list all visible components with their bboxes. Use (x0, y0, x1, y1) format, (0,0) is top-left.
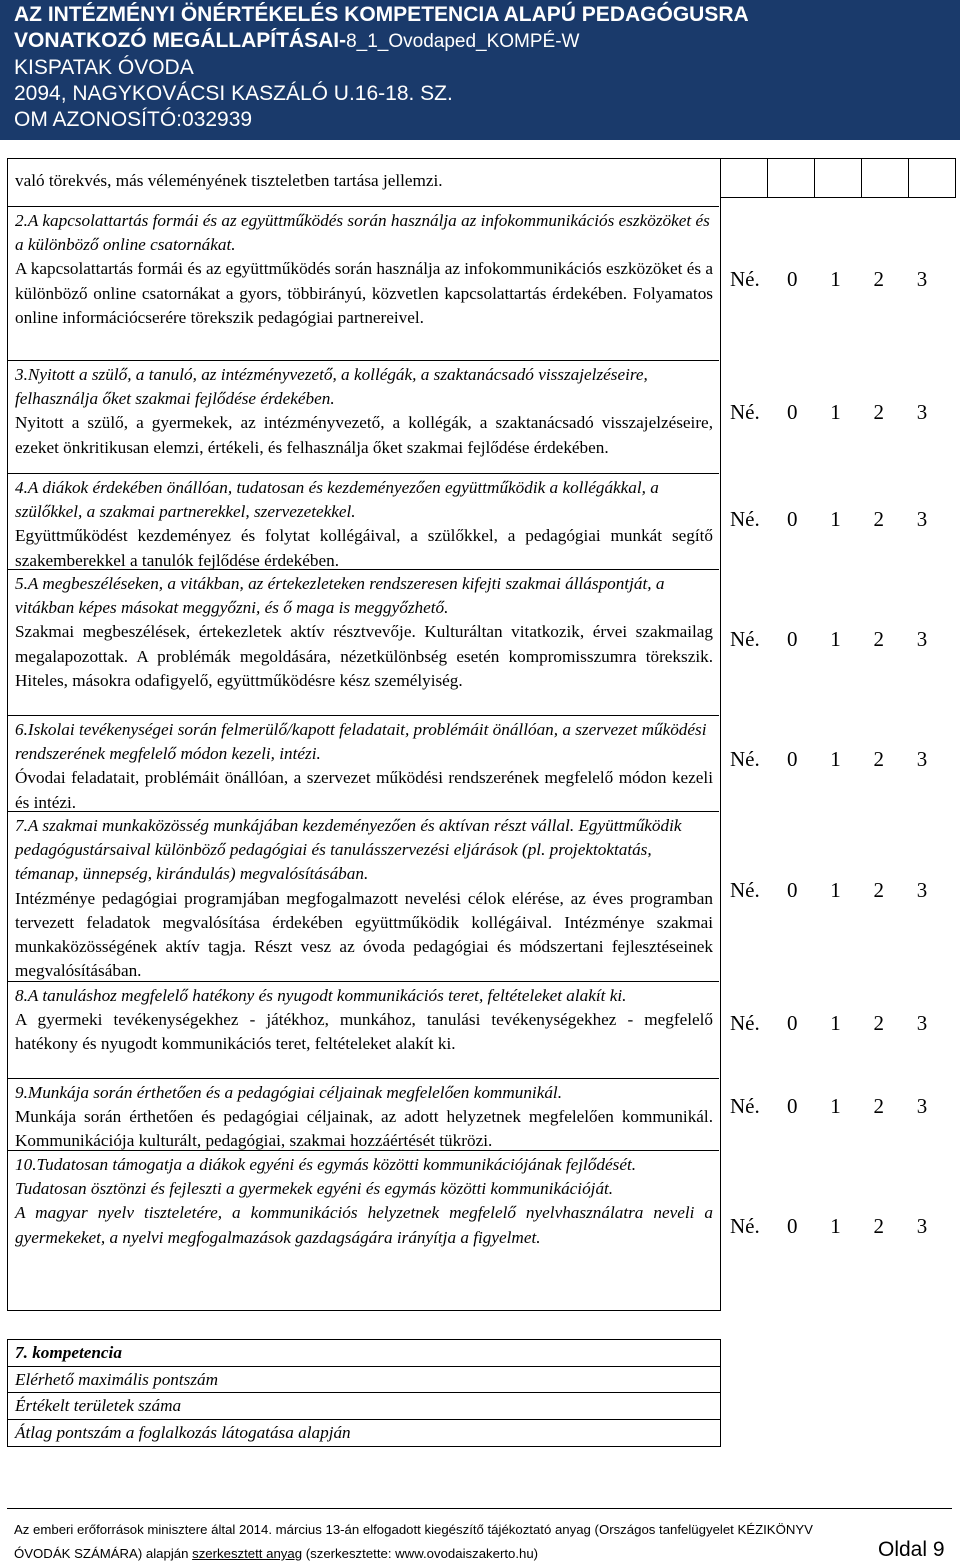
rating-1[interactable]: 1 (830, 1011, 841, 1035)
table-row (8, 570, 719, 716)
rating-scale (730, 878, 960, 903)
header-om-id: OM AZONOSÍTÓ:032939 (14, 108, 253, 131)
table-row (8, 474, 719, 570)
header-title-line1: AZ INTÉZMÉNYI ÖNÉRTÉKELÉS KOMPETENCIA ALAPÚ PEDAGÓGUSRA (14, 3, 749, 26)
criterion-description: Munkája során érthetően és pedagógiai céljainak, az adott helyzetnek megfelelően kommunikál. Kommunikációja kulturált, pedagógiai, szakmai hozzáértését tükrözi. (15, 1107, 713, 1151)
table-row (8, 716, 719, 812)
criterion-heading: 9.Munkája során érthetően és a pedagógiai céljainak megfelelően kommunikál. (15, 1083, 563, 1102)
summary-average-score: Átlag pontszám a foglalkozás látogatása alapján (15, 1422, 351, 1442)
rating-3[interactable]: 3 (916, 507, 928, 531)
criterion-heading: 3.Nyitott a szülő, a tanuló, az intézményvezető, a kollégák, a szaktanácsadó visszajelzéseire, felhasználja őket szakmai fejlődése érdekében. (15, 365, 648, 409)
rating-3[interactable]: 3 (916, 627, 928, 651)
rating-cell (720, 159, 767, 197)
rating-3[interactable]: 3 (916, 747, 928, 771)
rating-2[interactable]: 2 (873, 747, 885, 771)
rating-0[interactable]: 0 (787, 627, 798, 651)
table-row (8, 982, 719, 1079)
summary-max-score: Elérhető maximális pontszám (8, 1367, 720, 1394)
row-text: való törekvés, más véleményének tiszteletben tartása jellemzi. (15, 171, 443, 190)
rating-cell (861, 159, 908, 197)
table-row (8, 207, 719, 361)
rating-ne[interactable]: Né. (730, 627, 760, 651)
rating-0[interactable]: 0 (787, 400, 798, 424)
rating-3[interactable]: 3 (916, 878, 928, 902)
rating-cell (908, 159, 955, 197)
rating-1[interactable]: 1 (830, 267, 841, 291)
rating-3[interactable]: 3 (916, 400, 928, 424)
rating-2[interactable]: 2 (873, 1094, 885, 1118)
rating-scale (730, 627, 960, 652)
rating-ne[interactable]: Né. (730, 1094, 760, 1118)
rating-0[interactable]: 0 (787, 1094, 798, 1118)
header-institution: KISPATAK ÓVODA (14, 56, 194, 79)
criterion-heading: 5.A megbeszéléseken, a vitákban, az értekezleteken rendszeresen kifejti szakmai álláspontját, a vitákban képes másokat meggyőzni, és ő maga is meggyőzhető. (15, 574, 665, 618)
rating-0[interactable]: 0 (787, 878, 798, 902)
rating-ne[interactable]: Né. (730, 747, 760, 771)
criterion-description: Együttműködést kezdeményez és folytat kollégáival, a szülőkkel, a pedagógiai munkát segítő szakemberekkel a tanulók fejlődése érdekében. (15, 526, 713, 570)
rating-cell (767, 159, 814, 197)
criterion-description: A kapcsolattartás formái és az együttműködés során használja az infokommunikációs eszközöket és a különböző online csatornákat a gyors, többirányú, közvetlen kapcsolattartás érdekében. Folyamatos online információcserére törekszik pedagógiai partnereivel. (15, 259, 713, 327)
rating-ne[interactable]: Né. (730, 878, 760, 902)
header-address: 2094, NAGYKOVÁCSI KASZÁLÓ U.16-18. SZ. (14, 82, 453, 105)
criterion-description: A gyermeki tevékenységekhez - játékhoz, munkához, tanulási tevékenységekhez - megfelelő hatékony és nyugodt kommunikációs teret, feltételeket alakít ki. (15, 1010, 713, 1054)
rating-3[interactable]: 3 (916, 267, 928, 291)
criteria-table (7, 158, 721, 1311)
rating-scale (730, 1214, 960, 1239)
rating-ne[interactable]: Né. (730, 1214, 760, 1238)
rating-1[interactable]: 1 (830, 507, 841, 531)
rating-0[interactable]: 0 (787, 267, 798, 291)
criterion-heading: 4.A diákok érdekében önállóan, tudatosan és kezdeményezően együttműködik a kollégákkal, a szülőkkel, a szakmai partnerekkel, szervezetekkel. (15, 478, 659, 522)
rating-1[interactable]: 1 (830, 627, 841, 651)
rating-2[interactable]: 2 (873, 1011, 885, 1035)
rating-2[interactable]: 2 (873, 400, 885, 424)
header-title-line2: VONATKOZÓ MEGÁLLAPÍTÁSAI-8_1_Ovodaped_KOMPÉ-W (14, 29, 580, 52)
rating-1[interactable]: 1 (830, 1094, 841, 1118)
rating-2[interactable]: 2 (873, 1214, 885, 1238)
rating-0[interactable]: 0 (787, 747, 798, 771)
criterion-description: Intézménye pedagógiai programjában megfogalmazott nevelési célok elérése, az éves programban tervezett feladatok megvalósítása érdekében együttműködik kollégáival. Intézménye szakmai munkaközösségének aktív tagja. Részt vesz az óvoda pedagógiai és módszertani fejlesztéseinek megvalósításában. (15, 888, 713, 981)
summary-areas-count: Értékelt területek száma (8, 1393, 720, 1420)
competence-summary-table (7, 1339, 721, 1447)
rating-1[interactable]: 1 (830, 747, 841, 771)
table-row (8, 1151, 719, 1311)
rating-0[interactable]: 0 (787, 1011, 798, 1035)
rating-3[interactable]: 3 (916, 1214, 928, 1238)
rating-3[interactable]: 3 (916, 1094, 928, 1118)
rating-0[interactable]: 0 (787, 1214, 798, 1238)
criterion-heading: 8.A tanuláshoz megfelelő hatékony és nyugodt kommunikációs teret, feltételeket alakít ki. (15, 986, 627, 1005)
rating-scale (730, 400, 960, 425)
rating-3[interactable]: 3 (916, 1011, 928, 1035)
rating-ne[interactable]: Né. (730, 400, 760, 424)
rating-2[interactable]: 2 (873, 507, 885, 531)
rating-1[interactable]: 1 (830, 878, 841, 902)
criterion-description: Szakmai megbeszélések, értekezletek aktív résztvevője. Kulturáltan vitatkozik, érvei szakmailag megalapozottak. A problémák megoldására, nézetkülönbség esetén kompromisszumra törekszik. Hiteles, másokra odafigyelő, együttműködésre kész személyiség. (15, 622, 713, 690)
rating-1[interactable]: 1 (830, 1214, 841, 1238)
rating-scale (730, 747, 960, 772)
rating-ne[interactable]: Né. (730, 1011, 760, 1035)
footer-line2: ÓVODÁK SZÁMÁRA) alapján szerkesztett anyag (szerkesztette: www.ovodaiszakerto.hu) (14, 1546, 539, 1561)
criterion-heading: 2.A kapcsolattartás formái és az együttműködés során használja az infokommunikációs eszközöket és a különböző online csatornákat. (15, 211, 710, 255)
rating-cell (814, 159, 861, 197)
rating-2[interactable]: 2 (873, 627, 885, 651)
rating-0[interactable]: 0 (787, 507, 798, 531)
footer-divider (7, 1508, 952, 1509)
rating-ne[interactable]: Né. (730, 267, 760, 291)
criterion-heading: 6.Iskolai tevékenységei során felmerülő/kapott feladatait, problémáit önállóan, a szervezet működési rendszerének megfelelő módon kezeli, intézi. (15, 720, 707, 764)
criterion-heading: 10.Tudatosan támogatja a diákok egyéni és egymás közötti kommunikációjának fejlődését. (15, 1155, 637, 1174)
table-row (8, 1079, 719, 1151)
footer-text (14, 1518, 954, 1566)
document-header (0, 0, 960, 140)
rating-scale (730, 267, 960, 292)
rating-scale (730, 1011, 960, 1036)
rating-1[interactable]: 1 (830, 400, 841, 424)
criterion-description: Nyitott a szülő, a gyermekek, az intézményvezető, a kollégák, a szaktanácsadó visszajelzéseire, ezeket önkritikusan elemzi, értékeli, és felhasználja őket szakmai fejlődése érdekében. (15, 413, 713, 457)
table-row (8, 812, 719, 982)
rating-ne[interactable]: Né. (730, 507, 760, 531)
rating-2[interactable]: 2 (873, 878, 885, 902)
summary-title: 7. kompetencia (8, 1340, 720, 1367)
criterion-description: Tudatosan ösztönzi és fejleszti a gyermekek egyéni és egymás közötti kommunikációját. (15, 1179, 614, 1199)
criterion-description: Óvodai feladatait, problémáit önállóan, a szervezet működési rendszerének megfelelő módon kezeli és intézi. (15, 768, 713, 812)
rating-scale (730, 1094, 960, 1119)
page-number: Oldal 9 (878, 1538, 945, 1561)
table-row (8, 159, 719, 207)
header-doc-code: 8_1_Ovodaped_KOMPÉ-W (346, 31, 580, 52)
footer-line1: Az emberi erőforrások minisztere által 2014. március 13-án elfogadott kiegészítő tájékoztató anyag (Országos tanfelügyelet KÉZIKÖNYV (14, 1522, 813, 1537)
rating-scale (730, 507, 960, 532)
criterion-description: A magyar nyelv tiszteletére, a kommunikációs helyzetnek megfelelő nyelvhasználatra neveli a gyermekeket, a nyelvi megfogalmazások gazdagságára irányítja a figyelmet. (15, 1203, 713, 1247)
criterion-heading: 7.A szakmai munkaközösség munkájában kezdeményezően és aktívan részt vállal. Együttműködik pedagógustársaival különböző pedagógiai és tanulásszervezési eljárások (pl. projektoktatás, témanap, ünnepség, kirándulás) megvalósításában. (15, 816, 682, 884)
table-row (8, 361, 719, 474)
rating-header-cells (720, 158, 956, 198)
rating-2[interactable]: 2 (873, 267, 885, 291)
